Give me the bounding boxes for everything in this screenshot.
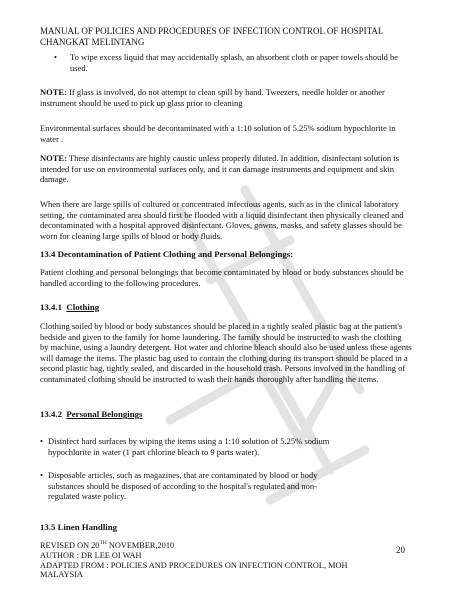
footer-revised: [40, 541, 400, 551]
paragraph-13-4-intro: Patient clothing and personal belongings that become contaminated by blood or body substances should be handled according to the following procedures.: [40, 267, 404, 288]
document-header: [40, 26, 412, 48]
note-disinfectants: [40, 153, 412, 185]
section-heading-13-4-1: [40, 302, 99, 313]
section-heading-13-4-2: [40, 409, 142, 420]
list-item-line: regulated waste policy.: [48, 491, 127, 502]
paragraph-large-spills: When there are large spills of cultured or concentrated infectious agents, such as in the clinical laboratory setting, the contaminated area should first be flooded with a liquid disinfectant then physically cleaned and decontaminated with a hospital approved disinfectant. Gloves, gowns, masks, and safety glasses should be worn for cleaning large spills of blood or body fluids.: [40, 199, 404, 241]
list-item-line: Disposable articles, such as magazines, that are contaminated by blood or body: [48, 470, 318, 480]
paragraph-environmental: Environmental surfaces should be decontaminated with a 1:10 solution of 5.25% sodium hypochlorite in water .: [40, 123, 396, 144]
section-number: 13.4.1: [40, 302, 62, 312]
page-number: 20: [396, 545, 405, 555]
section-number: 13.4.2: [40, 409, 62, 419]
section-heading-13-5: 13.5 Linen Handling: [40, 522, 117, 532]
note-label: NOTE:: [40, 87, 67, 97]
list-item-disposable: [40, 470, 400, 502]
section-title: Personal Belongings: [66, 409, 143, 419]
list-item-disinfect: [40, 436, 400, 457]
bullet-icon: •: [40, 436, 43, 446]
footer-country: MALAYSIA: [40, 570, 84, 580]
footer-revised-prefix: REVISED ON 20: [40, 541, 100, 550]
document-footer: [40, 541, 400, 580]
footer-revised-suffix: NOVEMBER,2010: [106, 541, 175, 550]
bullet-text: To wipe excess liquid that may accidentally splash, an absorbent cloth or paper towels should be used.: [70, 52, 398, 73]
bullet-icon: •: [40, 470, 43, 480]
bullet-item-absorbent-cloth: [54, 52, 404, 73]
paragraph-clothing: Clothing soiled by blood or body substances should be placed in a tightly sealed plastic bag at the patient's bedside and given to the family for home laundering. The family should be instructed to wash the clothing by machine, using a laundry detergent. Hot water and chlorine bleach should also be used unless these agents will damage the items. The plastic bag used to contain the clothing during its transport should be placed in a second plastic bag, tightly sealed, and discarded in the household trash. Persons involved in the handling of contaminated clothing should be instructed to wash their hands thoroughly after handling the items.: [40, 321, 412, 384]
footer-adapted: ADAPTED FROM : POLICIES AND PROCEDURES ON INFECTION CONTROL, MOH: [40, 560, 348, 570]
header-title-line1: MANUAL OF POLICIES AND PROCEDURES OF INFECTION CONTROL OF HOSPITAL: [40, 26, 384, 36]
header-title-line2: CHANGKAT MELINTANG: [40, 37, 145, 47]
footer-revised-sup: TH: [99, 540, 107, 547]
footer-author: AUTHOR : DR LEE OI WAH: [40, 550, 142, 560]
section-title: Clothing: [66, 302, 100, 312]
section-heading-13-4: 13.4 Decontamination of Patient Clothing and Personal Belongings:: [40, 249, 294, 259]
note-text: These disinfectants are highly caustic unless properly diluted. In addition, disinfectant solution is intended for use on environmental surfaces only, and it can damage instruments and equipment and skin damage.: [40, 153, 399, 185]
note-glass: [40, 87, 412, 108]
list-item-line: Disinfect hard surfaces by wiping the items using a 1:10 solution of 5.25% sodium: [48, 436, 330, 446]
bullet-icon: •: [54, 52, 57, 62]
list-item-line: hypochlorite in water (1 part chlorine bleach to 9 parts water).: [48, 446, 260, 457]
note-label: NOTE:: [40, 153, 67, 163]
note-text: If glass is involved, do not attempt to clean spill by hand. Tweezers, needle holder or another instrument should be used to pick up glass prior to cleaning: [40, 87, 385, 108]
list-item-line: substances should be disposed of according to the hospital's regulated and non-: [48, 480, 317, 491]
